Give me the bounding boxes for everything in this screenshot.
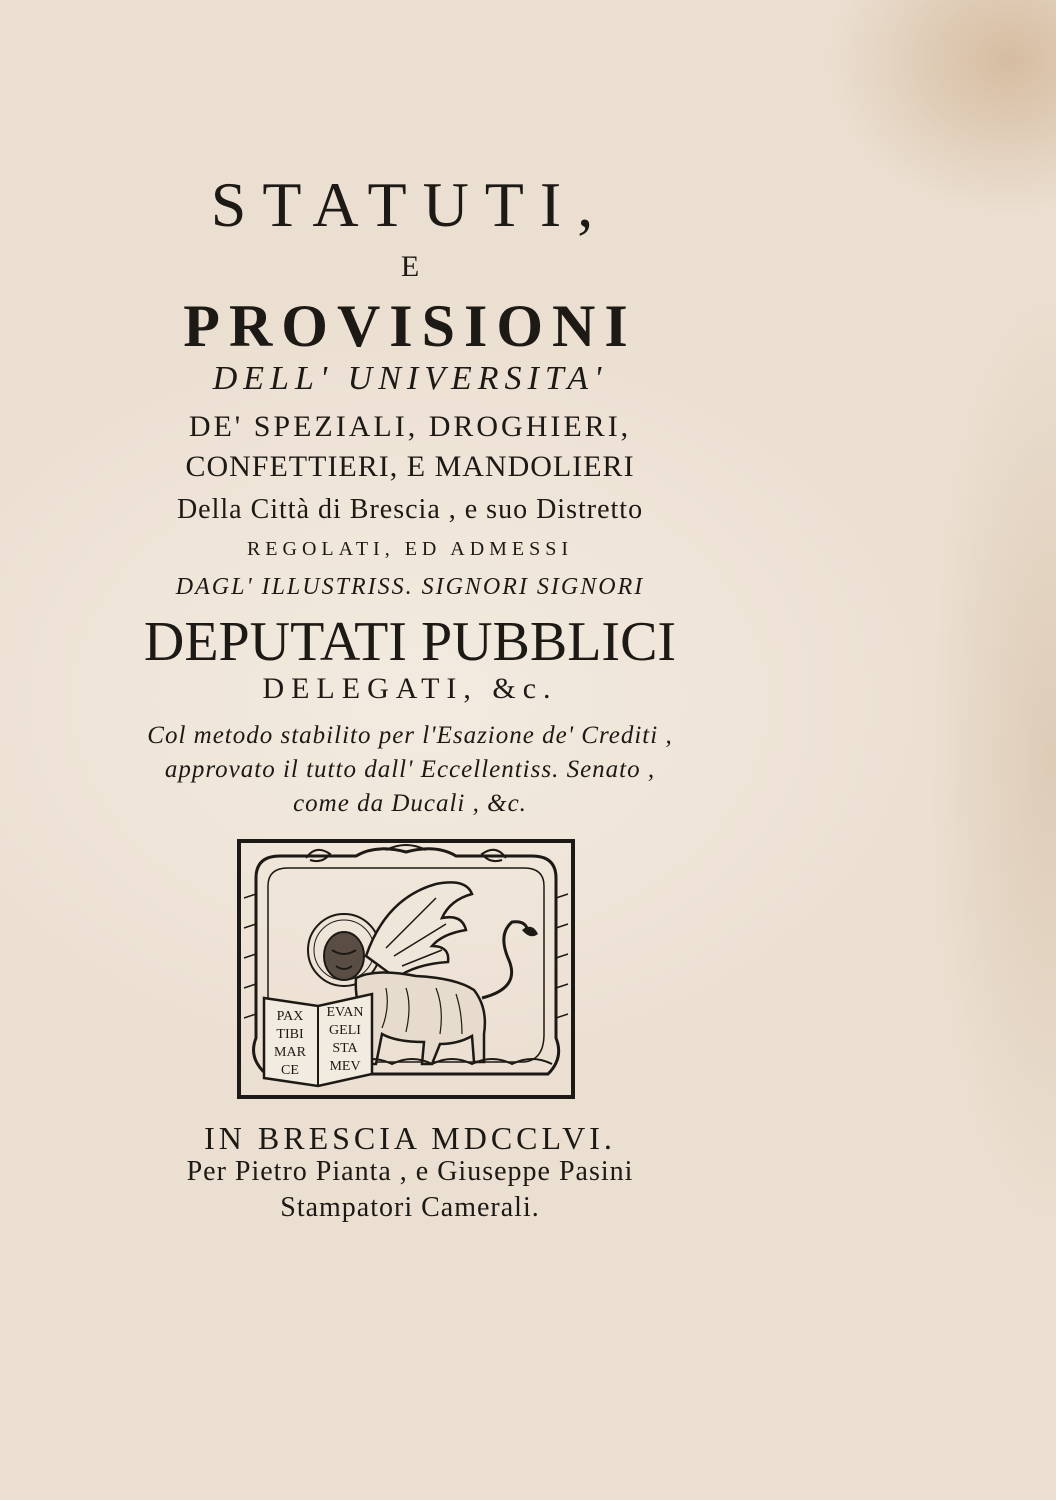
book-left-line: MAR bbox=[274, 1045, 306, 1060]
title-conjunction: E bbox=[400, 250, 420, 283]
title-speziali: DE' SPEZIALI, DROGHIERI, bbox=[188, 410, 632, 443]
imprint-place-date: IN BRESCIA MDCCLVI. bbox=[204, 1120, 616, 1156]
title-provisioni: PROVISIONI bbox=[183, 293, 637, 359]
book-left-line: CE bbox=[281, 1063, 299, 1078]
title-statuti: STATUTI, bbox=[210, 169, 610, 240]
title-citta: Della Città di Brescia , e suo Distretto bbox=[176, 494, 644, 525]
book-left-line: PAX bbox=[276, 1009, 304, 1024]
imprint-printers: Per Pietro Pianta , e Giuseppe Pasini bbox=[186, 1156, 634, 1187]
lion-of-saint-mark-woodcut-icon bbox=[236, 838, 576, 1100]
book-right-line: STA bbox=[332, 1041, 358, 1056]
title-delegati: DELEGATI, &c. bbox=[262, 672, 558, 705]
title-regolati: REGOLATI, ED ADMESSI bbox=[246, 538, 574, 560]
title-approvato: approvato il tutto dall' Eccellentiss. Senato , bbox=[164, 756, 656, 783]
title-confettieri: CONFETTIERI, E MANDOLIERI bbox=[185, 450, 635, 483]
title-signori: DAGL' ILLUSTRISS. SIGNORI SIGNORI bbox=[175, 574, 645, 600]
book-right-line: MEV bbox=[329, 1059, 361, 1074]
title-metodo: Col metodo stabilito per l'Esazione de' Crediti , bbox=[147, 722, 673, 749]
book-right-line: GELI bbox=[329, 1023, 361, 1038]
imprint-title: Stampatori Camerali. bbox=[280, 1192, 540, 1223]
book-right-line: EVAN bbox=[326, 1005, 364, 1020]
book-left-line: TIBI bbox=[276, 1027, 304, 1042]
title-ducali: come da Ducali , &c. bbox=[293, 790, 527, 817]
title-deputati: DEPUTATI PUBBLICI bbox=[143, 611, 677, 673]
title-universita: DELL' UNIVERSITA' bbox=[212, 360, 608, 397]
